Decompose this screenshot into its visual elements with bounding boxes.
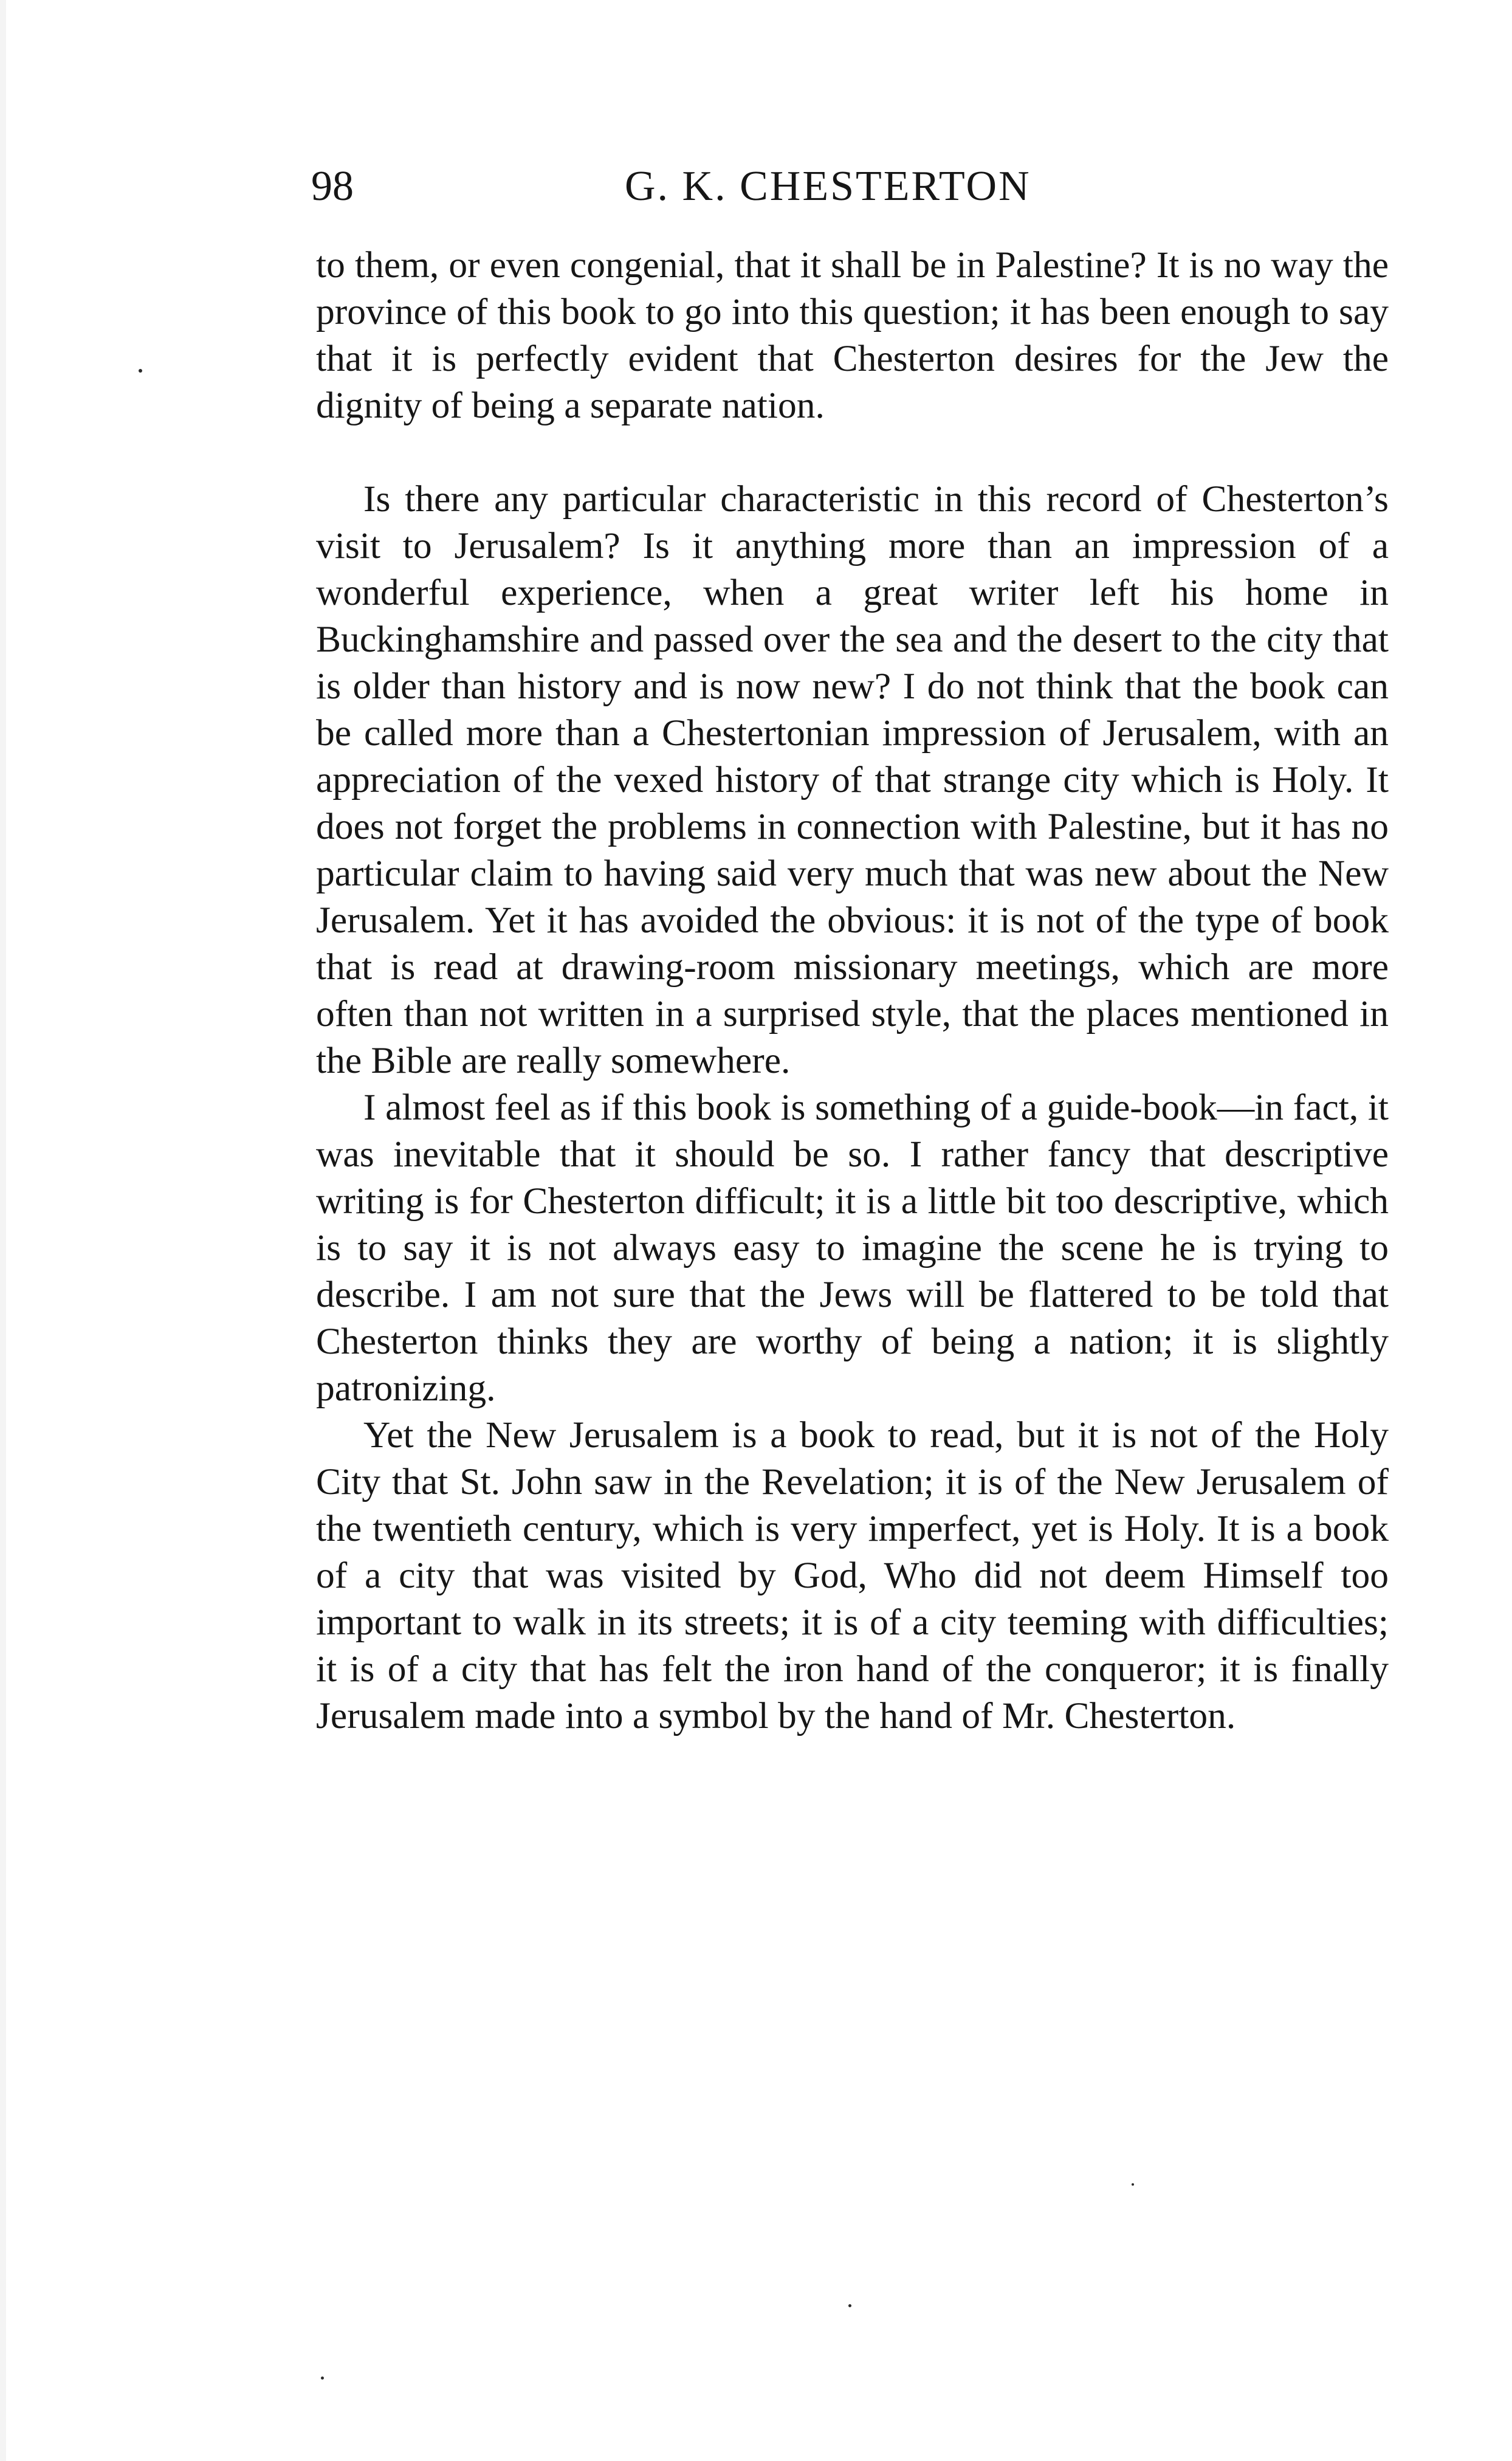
page-edge-shading [0, 0, 6, 2461]
scan-speck [1132, 2183, 1134, 2186]
body-text [316, 242, 1389, 1740]
paragraph: I almost feel as if this book is something of a guide-book—in fact, it was inevitable that it should be so. I rather fancy that descriptive writing is for Chesterton difficult; it is a little bit too descriptive, which is to say it is not always easy to imagine the scene he is trying to describe. I am not sure that the Jews will be flattered to be told that Chesterton thinks they are worthy of being a nation; it is slightly patronizing. [316, 1087, 1389, 1409]
running-title: G. K. CHESTERTON [625, 163, 1031, 210]
scan-speck [321, 2377, 324, 2380]
paragraph: Is there any particular characteristic in this record of Chesterton’s visit to Jerusalem? Is it anything more than an impression of a wonderful experience, when a great writer left his home in Buckinghamshire and passed over the sea and the desert to the city that is older than history and is now new? I do not think that the book can be called more than a Chestertonian impression of Jerusalem, with an appreciation of the vexed history of that strange city which is Holy. It does not forget the problems in connection with Palestine, but it has no particular claim to having said very much that was new about the New Jerusalem. Yet it has avoided the obvious: it is not of the type of book that is read at drawing-room missionary meetings, which are more often than not written in a surprised style, that the places mentioned in the Bible are really somewhere. [316, 478, 1389, 1081]
paragraph: Yet the New Jerusalem is a book to read, but it is not of the Holy City that St. John saw in the Revelation; it is of the New Jerusalem of the twentieth century, which is very imperfect, yet is Holy. It is a book of a city that was visited by God, Who did not deem Himself too important to walk in its streets; it is of a city teeming with difficulties; it is of a city that has felt the iron hand of the conqueror; it is finally Jerusalem made into a symbol by the hand of Mr. Chesterton. [316, 1414, 1389, 1736]
scan-speck [139, 369, 142, 373]
running-head [311, 159, 1393, 214]
paragraph-continued: to them, or even congenial, that it shall be in Palestine? It is no way the province of this book to go into this question; it has been enough to say that it is perfectly evident that Chesterton desires for the Jew the dignity of being a separate nation. [316, 244, 1389, 426]
page-number: 98 [311, 163, 354, 210]
scan-speck [848, 2304, 851, 2307]
